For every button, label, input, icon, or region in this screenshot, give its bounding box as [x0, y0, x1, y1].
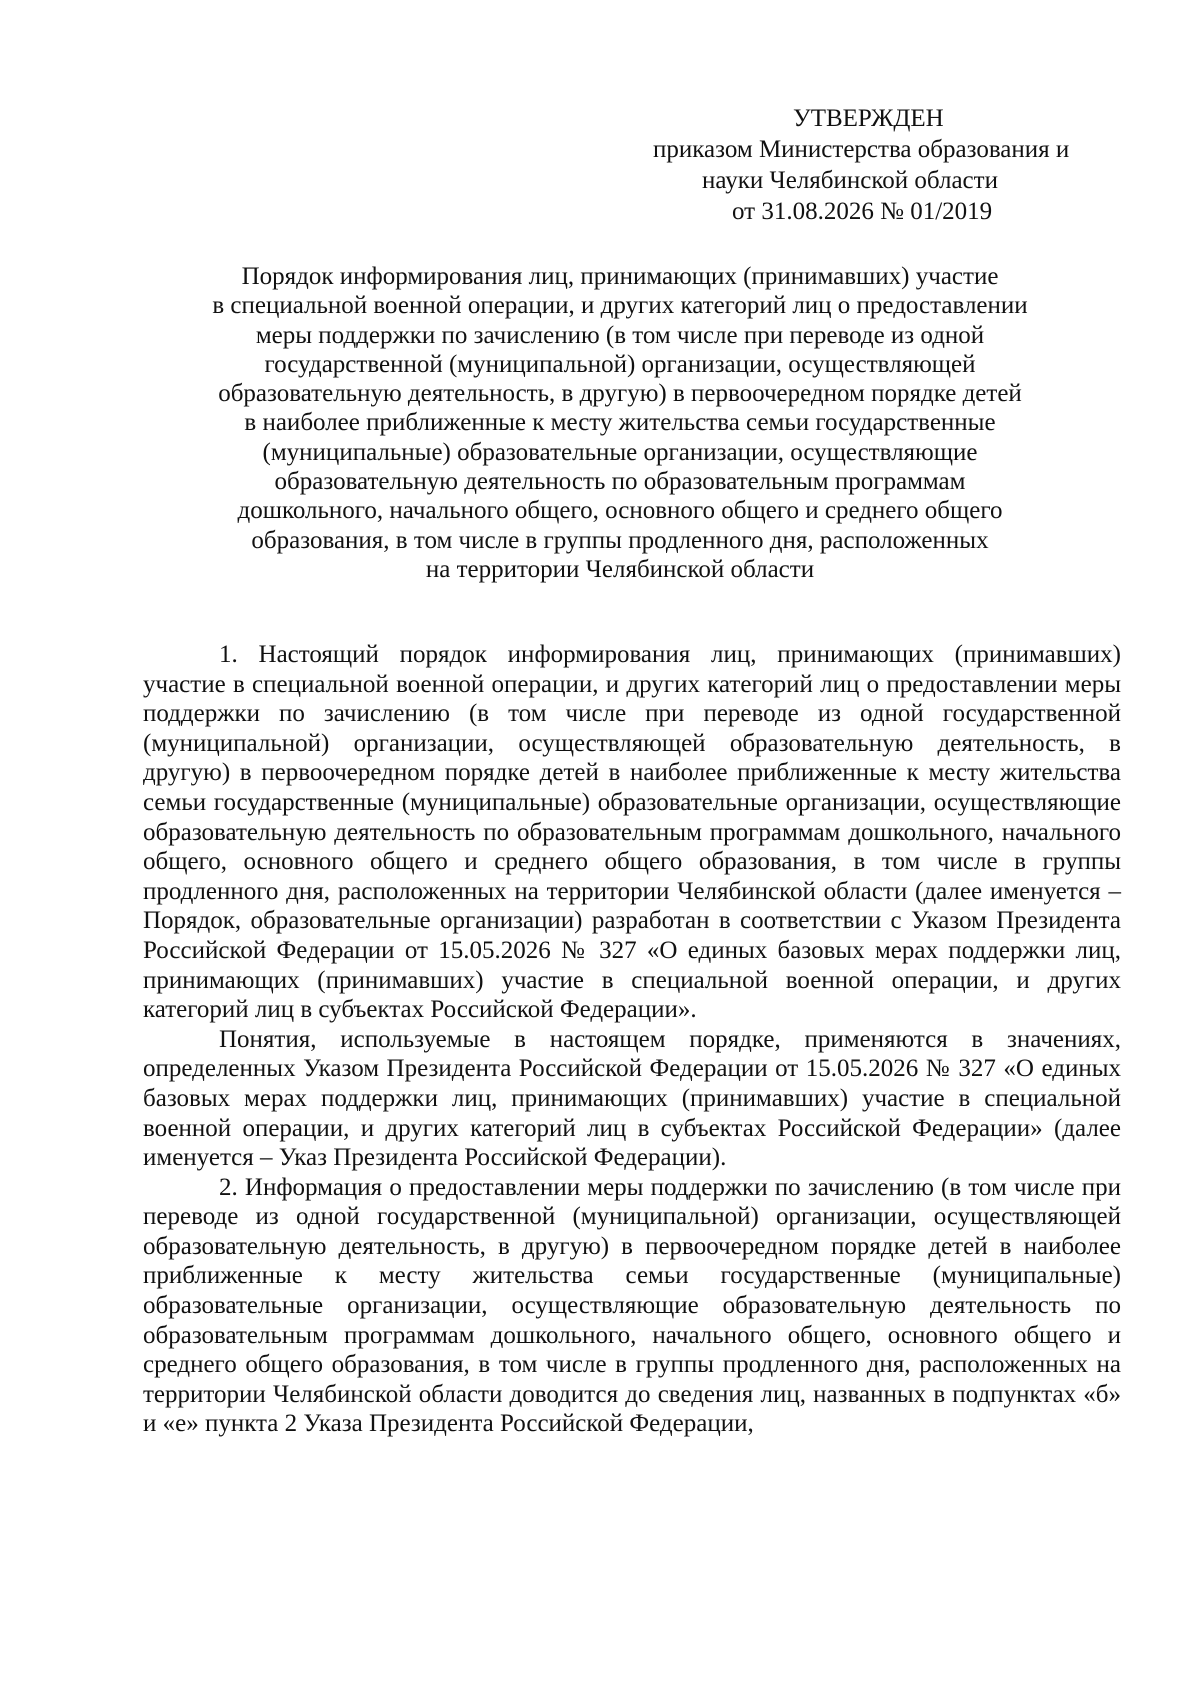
approval-ministry-line: науки Челябинской области	[702, 167, 998, 194]
title-line: меры поддержки по зачислению (в том числе при переводе из одной	[255, 321, 985, 349]
paragraph-1: 1. Настоящий порядок информирования лиц, принимающих (принимавших) участие в специальной военной операции, и других категорий лиц о предоставлении меры поддержки по зачислению (в том числе при переводе из одной государственной (муниципальной) организации, осуществляющей образовательную деятельность, в другую) в первоочередном порядке детей в наиболее приближенные к месту жительства семьи государственные (муниципальные) образовательные организации, осуществляющие образовательную деятельность по образовательным программам дошкольного, начального общего, основного общего и среднего общего образования, в том числе в группы продленного дня, расположенных на территории Челябинской области (далее именуется – Порядок, образовательные организации) разработан в соответствии с Указом Президента Российской Федерации от 15.05.2026 № 327 «О единых базовых мерах поддержки лиц, принимающих (принимавших) участие в специальной военной операции, и других категорий лиц в субъектах Российской Федерации».	[143, 641, 1121, 1024]
title-line: на территории Челябинской области	[425, 555, 815, 583]
title-line: образовательную деятельность по образовательным программам	[274, 468, 966, 496]
approval-block	[640, 103, 1120, 227]
title-line: образования, в том числе в группы продленного дня, расположенных	[251, 526, 989, 554]
title-line: государственной (муниципальной) организации, осуществляющей	[264, 350, 976, 378]
document-title	[140, 262, 1100, 584]
title-line: образовательную деятельность, в другую) в первоочередном порядке детей	[218, 380, 1022, 408]
paragraph-definitions: Понятия, используемые в настоящем порядке, применяются в значениях, определенных Указом Президента Российской Федерации от 15.05.2026 № 327 «О единых базовых мерах поддержки лиц, принимающих (принимавших) участие в специальной военной операции, и других категорий лиц в субъектах Российской Федерации» (далее именуется – Указ Президента Российской Федерации).	[143, 1025, 1121, 1172]
title-line: дошкольного, начального общего, основного общего и среднего общего	[237, 497, 1003, 525]
document-body	[143, 640, 1121, 1439]
title-line: (муниципальные) образовательные организации, осуществляющие	[262, 438, 978, 466]
title-line: Порядок информирования лиц, принимающих (принимавших) участие	[241, 263, 999, 290]
paragraph-2: 2. Информация о предоставлении меры поддержки по зачислению (в том числе при переводе из одной государственной (муниципальной) организации, осуществляющей образовательную деятельность, в другую) в первоочередном порядке детей в наиболее приближенные к месту жительства семьи государственные (муниципальные) образовательные организации, осуществляющие образовательную деятельность по образовательным программам дошкольного, начального общего, основного общего и среднего общего образования, в том числе в группы продленного дня, расположенных на территории Челябинской области доводится до сведения лиц, названных в подпунктах «б» и «е» пункта 2 Указа Президента Российской Федерации,	[143, 1173, 1121, 1438]
approval-date-number: от 31.08.2026 № 01/2019	[732, 198, 993, 225]
title-line: в специальной военной операции, и других категорий лиц о предоставлении	[212, 292, 1028, 320]
title-line: в наиболее приближенные к месту жительства семьи государственные	[244, 409, 996, 437]
approval-heading: УТВЕРЖДЕН	[793, 105, 944, 132]
approval-order-line: приказом Министерства образования и	[653, 136, 1070, 163]
